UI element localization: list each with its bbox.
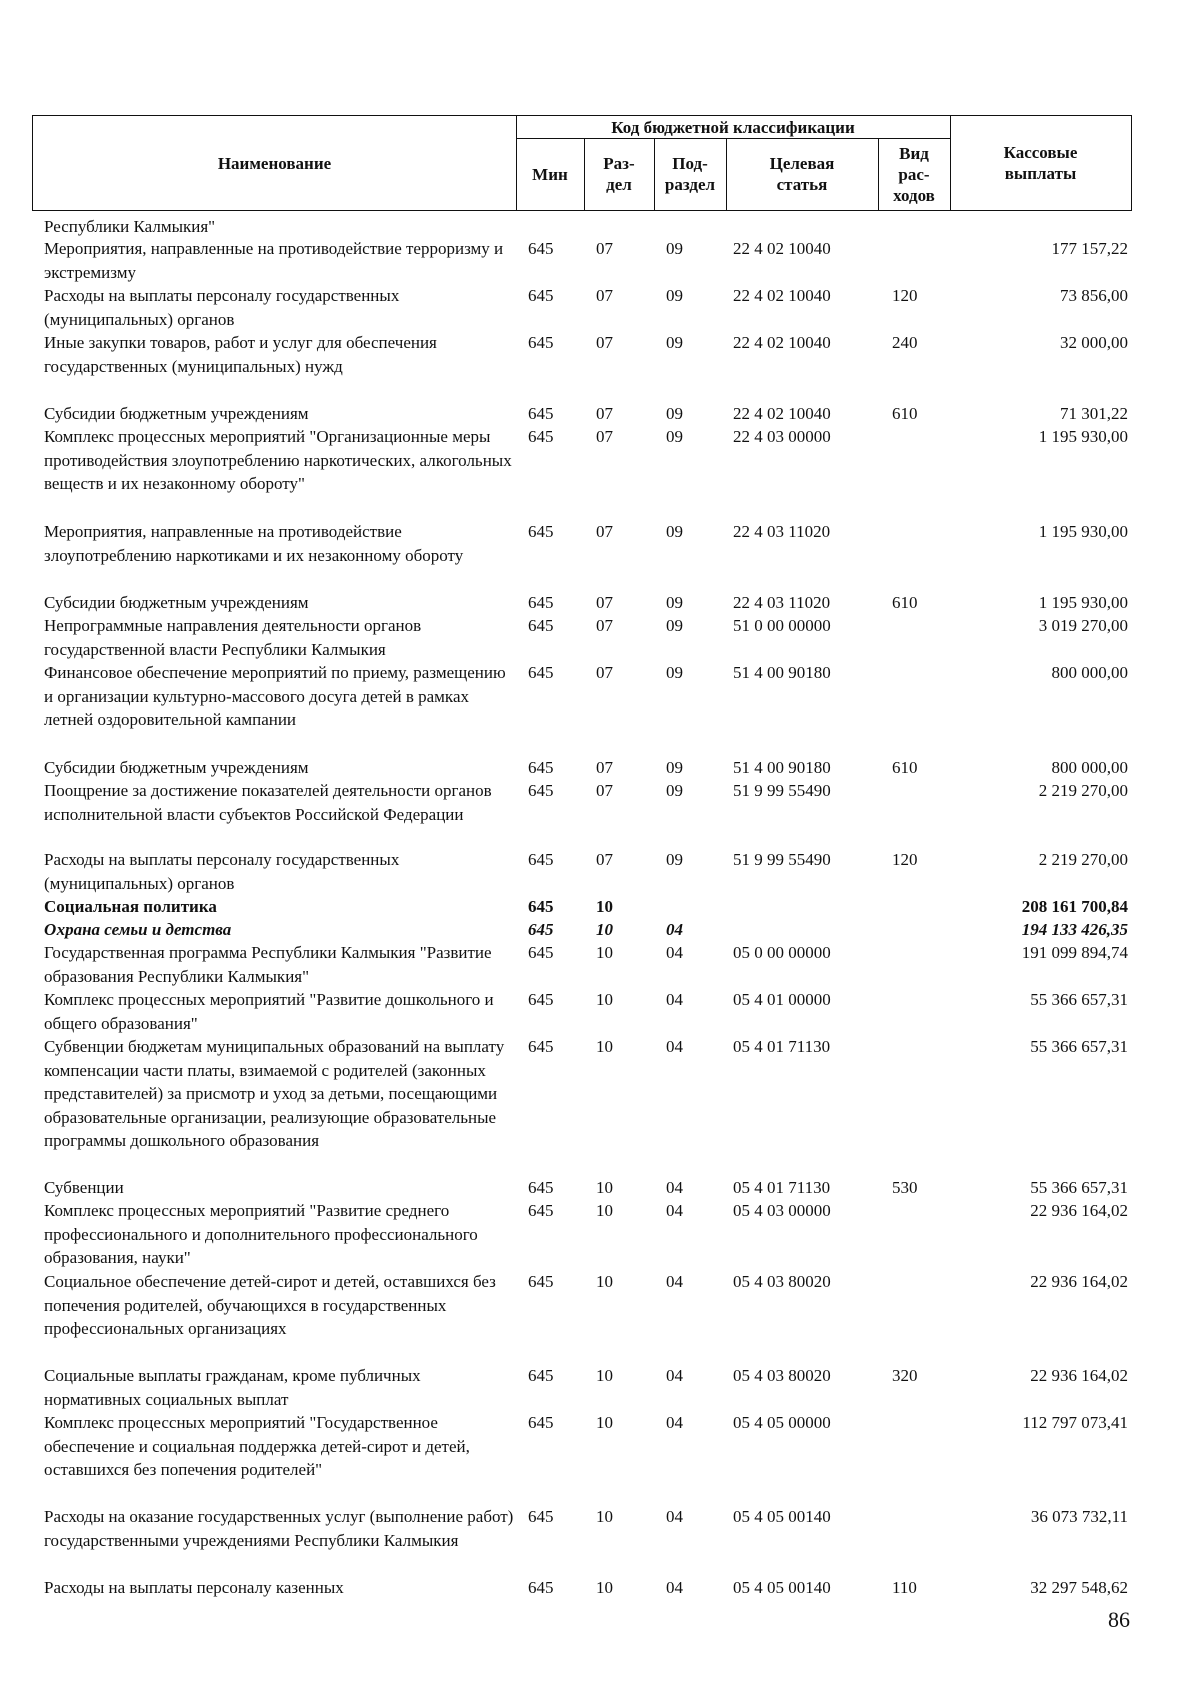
row-razdel: 07 bbox=[596, 663, 613, 682]
row-celevaya: 05 4 05 00000 bbox=[733, 1413, 831, 1432]
row-celevaya: 05 4 03 00000 bbox=[733, 1201, 831, 1220]
row-sum: 22 936 164,02 bbox=[1030, 1366, 1128, 1385]
row-min: 645 bbox=[528, 427, 554, 446]
row-name: Расходы на оказание государственных услуг (выполнение работ) государственными учреждениями Республики Калмыкия bbox=[44, 1507, 514, 1550]
row-min: 645 bbox=[528, 404, 554, 423]
row-sum: 177 157,22 bbox=[1051, 239, 1128, 258]
row-razdel: 07 bbox=[596, 616, 613, 635]
header-razdel: Раз- дел bbox=[603, 154, 635, 194]
row-name: Социальные выплаты гражданам, кроме публичных нормативных социальных выплат bbox=[44, 1366, 421, 1409]
row-razdel: 07 bbox=[596, 850, 613, 869]
row-min: 645 bbox=[528, 1507, 554, 1526]
row-podrazdel: 04 bbox=[666, 990, 683, 1009]
header-kassovye: Кассовые выплаты bbox=[1003, 143, 1078, 183]
row-min: 645 bbox=[528, 1272, 554, 1291]
row-sum: 1 195 930,00 bbox=[1038, 522, 1128, 541]
row-vid: 610 bbox=[892, 404, 918, 423]
row-min: 645 bbox=[528, 1413, 554, 1432]
row-name: Комплекс процессных мероприятий "Организационные меры противодействия злоупотреблению наркотических, алкогольных веществ и их незаконному обороту" bbox=[44, 427, 512, 493]
row-podrazdel: 09 bbox=[666, 593, 683, 612]
row-razdel: 10 bbox=[596, 1037, 613, 1056]
row-name: Комплекс процессных мероприятий "Государственное обеспечение и социальная поддержка детей-сирот и детей, оставшихся без попечения родителей" bbox=[44, 1413, 470, 1479]
row-name: Субсидии бюджетным учреждениям bbox=[44, 758, 309, 777]
row-name: Поощрение за достижение показателей деятельности органов исполнительной власти субъектов Российской Федерации bbox=[44, 781, 492, 824]
row-podrazdel: 04 bbox=[666, 1578, 683, 1597]
row-podrazdel: 09 bbox=[666, 850, 683, 869]
row-podrazdel: 09 bbox=[666, 427, 683, 446]
row-podrazdel: 04 bbox=[666, 1201, 683, 1220]
row-celevaya: 22 4 02 10040 bbox=[733, 404, 831, 423]
row-sum: 3 019 270,00 bbox=[1038, 616, 1128, 635]
row-razdel: 07 bbox=[596, 286, 613, 305]
row-vid: 610 bbox=[892, 758, 918, 777]
row-podrazdel: 09 bbox=[666, 239, 683, 258]
row-celevaya: 51 4 00 90180 bbox=[733, 758, 831, 777]
row-name: Субвенции bbox=[44, 1178, 124, 1197]
row-podrazdel: 09 bbox=[666, 522, 683, 541]
row-celevaya: 51 9 99 55490 bbox=[733, 850, 831, 869]
row-celevaya: 51 9 99 55490 bbox=[733, 781, 831, 800]
row-min: 645 bbox=[528, 920, 554, 939]
row-celevaya: 05 4 03 80020 bbox=[733, 1366, 831, 1385]
row-podrazdel: 04 bbox=[666, 1507, 683, 1526]
row-sum: 22 936 164,02 bbox=[1030, 1272, 1128, 1291]
header-code-group: Код бюджетной классификации bbox=[611, 117, 855, 137]
row-sum: 800 000,00 bbox=[1051, 758, 1128, 777]
row-podrazdel: 04 bbox=[666, 1037, 683, 1056]
row-podrazdel: 09 bbox=[666, 333, 683, 352]
row-celevaya: 22 4 03 00000 bbox=[733, 427, 831, 446]
row-name: Комплекс процессных мероприятий "Развитие среднего профессионального и дополнительного профессионального образования, науки" bbox=[44, 1201, 478, 1267]
row-podrazdel: 09 bbox=[666, 404, 683, 423]
row-razdel: 10 bbox=[596, 943, 613, 962]
row-name: Комплекс процессных мероприятий "Развитие дошкольного и общего образования" bbox=[44, 990, 494, 1033]
row-podrazdel: 09 bbox=[666, 758, 683, 777]
row-min: 645 bbox=[528, 239, 554, 258]
row-celevaya: 22 4 02 10040 bbox=[733, 239, 831, 258]
row-vid: 320 bbox=[892, 1366, 918, 1385]
row-razdel: 10 bbox=[596, 990, 613, 1009]
row-sum: 55 366 657,31 bbox=[1030, 1178, 1128, 1197]
row-name: Непрограммные направления деятельности органов государственной власти Республики Калмыкия bbox=[44, 616, 422, 659]
row-podrazdel: 09 bbox=[666, 616, 683, 635]
row-name: Субсидии бюджетным учреждениям bbox=[44, 593, 309, 612]
row-podrazdel: 04 bbox=[666, 920, 683, 939]
header-celevaya: Целевая статья bbox=[769, 154, 835, 194]
row-podrazdel: 09 bbox=[666, 286, 683, 305]
row-podrazdel: 09 bbox=[666, 663, 683, 682]
row-min: 645 bbox=[528, 333, 554, 352]
row-min: 645 bbox=[528, 522, 554, 541]
row-min: 645 bbox=[528, 616, 554, 635]
row-sum: 191 099 894,74 bbox=[1021, 943, 1128, 962]
row-razdel: 07 bbox=[596, 522, 613, 541]
row-celevaya: 05 4 03 80020 bbox=[733, 1272, 831, 1291]
row-razdel: 07 bbox=[596, 333, 613, 352]
row-podrazdel: 09 bbox=[666, 781, 683, 800]
row-min: 645 bbox=[528, 593, 554, 612]
row-name: Расходы на выплаты персоналу государственных (муниципальных) органов bbox=[44, 850, 400, 893]
row-sum: 112 797 073,41 bbox=[1022, 1413, 1128, 1432]
row-min: 645 bbox=[528, 943, 554, 962]
row-min: 645 bbox=[528, 990, 554, 1009]
row-min: 645 bbox=[528, 1037, 554, 1056]
row-razdel: 10 bbox=[596, 1366, 613, 1385]
row-razdel: 10 bbox=[596, 1201, 613, 1220]
row-sum: 800 000,00 bbox=[1051, 663, 1128, 682]
row-sum: 32 297 548,62 bbox=[1030, 1578, 1128, 1597]
row-podrazdel: 04 bbox=[666, 1272, 683, 1291]
header-min: Мин bbox=[532, 164, 568, 184]
row-name: Финансовое обеспечение мероприятий по приему, размещению и организации культурно-массового досуга детей в рамках летней оздоровительной кампании bbox=[44, 663, 506, 729]
row-podrazdel: 04 bbox=[666, 1178, 683, 1197]
row-celevaya: 05 4 01 71130 bbox=[733, 1037, 831, 1056]
page-number: 86 bbox=[1108, 1607, 1130, 1632]
row-min: 645 bbox=[528, 1578, 554, 1597]
row-name: Субвенции бюджетам муниципальных образований на выплату компенсации части платы, взимаемой с родителей (законных представителей) за присмотр и уход за детьми, посещающими образовательные организации, реализующие образовательные программы дошкольного образования bbox=[44, 1037, 505, 1150]
row-name: Мероприятия, направленные на противодействие терроризму и экстремизму bbox=[44, 239, 504, 282]
row-podrazdel: 04 bbox=[666, 1366, 683, 1385]
row-name: Субсидии бюджетным учреждениям bbox=[44, 404, 309, 423]
header-vid: Вид рас- ходов bbox=[893, 143, 935, 205]
row-celevaya: 22 4 02 10040 bbox=[733, 333, 831, 352]
row-sum: 1 195 930,00 bbox=[1038, 593, 1128, 612]
row-celevaya: 51 0 00 00000 bbox=[733, 616, 831, 635]
row-razdel: 10 bbox=[596, 1578, 613, 1597]
row-celevaya: 22 4 03 11020 bbox=[733, 593, 831, 612]
row-vid: 240 bbox=[892, 333, 918, 352]
row-sum: 73 856,00 bbox=[1060, 286, 1128, 305]
row-celevaya: 05 0 00 00000 bbox=[733, 943, 831, 962]
row-podrazdel: 04 bbox=[666, 1413, 683, 1432]
row-podrazdel: 04 bbox=[666, 943, 683, 962]
row-name: Расходы на выплаты персоналу государственных (муниципальных) органов bbox=[44, 286, 400, 329]
row-sum: 32 000,00 bbox=[1060, 333, 1128, 352]
row-name: Государственная программа Республики Калмыкия "Развитие образования Республики Калмыкия" bbox=[44, 943, 492, 986]
row-celevaya: 05 4 01 71130 bbox=[733, 1178, 831, 1197]
row-sum: 208 161 700,84 bbox=[1021, 897, 1128, 916]
row-celevaya: 51 4 00 90180 bbox=[733, 663, 831, 682]
row-min: 645 bbox=[528, 286, 554, 305]
row-vid: 120 bbox=[892, 286, 918, 305]
row-sum: 36 073 732,11 bbox=[1030, 1507, 1128, 1526]
row-razdel: 07 bbox=[596, 593, 613, 612]
row-vid: 120 bbox=[892, 850, 918, 869]
row-celevaya: 22 4 02 10040 bbox=[733, 286, 831, 305]
row-min: 645 bbox=[528, 781, 554, 800]
row-name: Расходы на выплаты персоналу казенных bbox=[44, 1578, 344, 1597]
row-razdel: 10 bbox=[596, 920, 613, 939]
row-razdel: 10 bbox=[596, 1507, 613, 1526]
row-sum: 55 366 657,31 bbox=[1030, 1037, 1128, 1056]
row-min: 645 bbox=[528, 663, 554, 682]
row-celevaya: 22 4 03 11020 bbox=[733, 522, 831, 541]
row-razdel: 10 bbox=[596, 1178, 613, 1197]
row-celevaya: 05 4 05 00140 bbox=[733, 1507, 831, 1526]
row-name: Социальное обеспечение детей-сирот и детей, оставшихся без попечения родителей, обучающихся в государственных профессиональных организациях bbox=[44, 1272, 496, 1338]
row-min: 645 bbox=[528, 1366, 554, 1385]
row-name: Иные закупки товаров, работ и услуг для обеспечения государственных (муниципальных) нужд bbox=[44, 333, 437, 376]
row-min: 645 bbox=[528, 1178, 554, 1197]
row-sum: 2 219 270,00 bbox=[1038, 850, 1128, 869]
row-min: 645 bbox=[528, 1201, 554, 1220]
row-name: Мероприятия, направленные на противодействие злоупотреблению наркотиками и их незаконному обороту bbox=[44, 522, 464, 565]
row-razdel: 07 bbox=[596, 239, 613, 258]
row-sum: 71 301,22 bbox=[1060, 404, 1128, 423]
row-min: 645 bbox=[528, 758, 554, 777]
row-name: Охрана семьи и детства bbox=[44, 920, 232, 939]
header-podrazdel: Под- раздел bbox=[664, 154, 716, 194]
row-name: Республики Калмыкия" bbox=[44, 217, 216, 236]
row-sum: 22 936 164,02 bbox=[1030, 1201, 1128, 1220]
row-sum: 194 133 426,35 bbox=[1021, 920, 1128, 939]
row-razdel: 07 bbox=[596, 404, 613, 423]
row-vid: 610 bbox=[892, 593, 918, 612]
row-vid: 110 bbox=[892, 1578, 917, 1597]
row-sum: 55 366 657,31 bbox=[1030, 990, 1128, 1009]
row-celevaya: 05 4 01 00000 bbox=[733, 990, 831, 1009]
row-celevaya: 05 4 05 00140 bbox=[733, 1578, 831, 1597]
row-razdel: 10 bbox=[596, 1413, 613, 1432]
row-razdel: 10 bbox=[596, 1272, 613, 1291]
row-razdel: 07 bbox=[596, 781, 613, 800]
row-razdel: 10 bbox=[596, 897, 613, 916]
header-name: Наименование bbox=[217, 153, 332, 173]
row-sum: 1 195 930,00 bbox=[1038, 427, 1128, 446]
row-sum: 2 219 270,00 bbox=[1038, 781, 1128, 800]
row-name: Социальная политика bbox=[44, 897, 217, 916]
row-razdel: 07 bbox=[596, 427, 613, 446]
row-razdel: 07 bbox=[596, 758, 613, 777]
row-min: 645 bbox=[528, 850, 554, 869]
row-min: 645 bbox=[528, 897, 554, 916]
row-vid: 530 bbox=[892, 1178, 918, 1197]
